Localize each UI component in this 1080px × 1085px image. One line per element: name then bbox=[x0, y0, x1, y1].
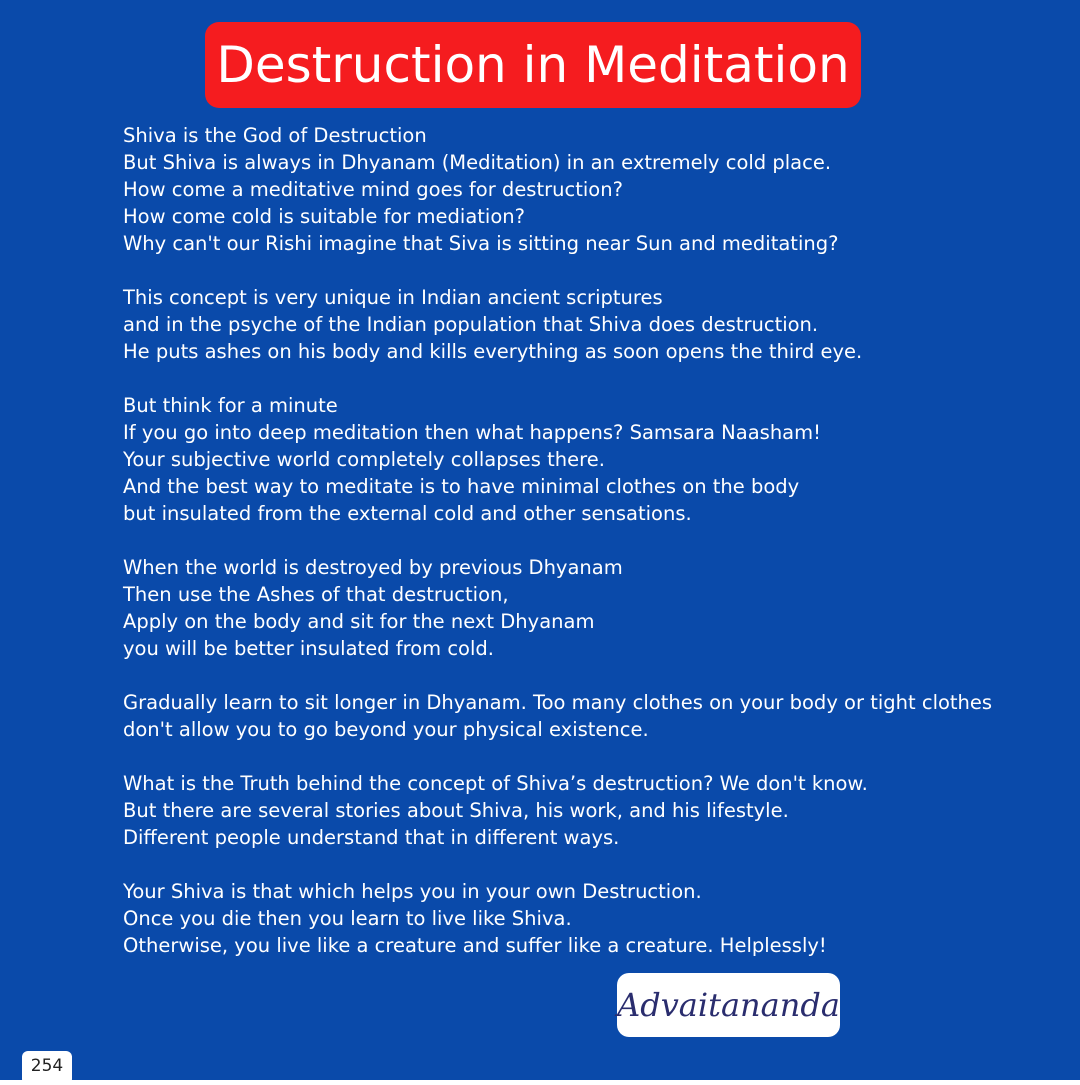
text-line: When the world is destroyed by previous Dhyanam bbox=[123, 556, 623, 579]
text-line: But think for a minute bbox=[123, 394, 338, 417]
signature: Advaitananda bbox=[617, 986, 840, 1024]
page-number: 254 bbox=[30, 1056, 64, 1076]
paragraph bbox=[123, 554, 1023, 662]
paragraph bbox=[123, 392, 1023, 527]
text-line: Why can't our Rishi imagine that Siva is sitting near Sun and meditating? bbox=[123, 232, 839, 255]
text-line: How come a meditative mind goes for destruction? bbox=[123, 178, 623, 201]
text-line: But there are several stories about Shiva, his work, and his lifestyle. bbox=[123, 799, 789, 822]
body-text bbox=[123, 122, 1023, 986]
text-line: Different people understand that in different ways. bbox=[123, 826, 620, 849]
text-line: Gradually learn to sit longer in Dhyanam. Too many clothes on your body or tight clothes bbox=[123, 691, 993, 714]
text-line: you will be better insulated from cold. bbox=[123, 637, 494, 660]
text-line: Your Shiva is that which helps you in your own Destruction. bbox=[123, 880, 702, 903]
text-line: How come cold is suitable for mediation? bbox=[123, 205, 525, 228]
text-line: He puts ashes on his body and kills everything as soon opens the third eye. bbox=[123, 340, 863, 363]
paragraph bbox=[123, 284, 1023, 365]
text-line: Shiva is the God of Destruction bbox=[123, 124, 427, 147]
page-title: Destruction in Meditation bbox=[216, 36, 850, 94]
title-banner bbox=[205, 22, 861, 108]
text-line: What is the Truth behind the concept of Shiva’s destruction? We don't know. bbox=[123, 772, 868, 795]
text-line: Otherwise, you live like a creature and suffer like a creature. Helplessly! bbox=[123, 934, 827, 957]
text-line: but insulated from the external cold and other sensations. bbox=[123, 502, 692, 525]
text-line: Apply on the body and sit for the next Dhyanam bbox=[123, 610, 595, 633]
paragraph bbox=[123, 878, 1023, 959]
paragraph bbox=[123, 122, 1023, 257]
paragraph bbox=[123, 770, 1023, 851]
paragraph bbox=[123, 689, 1023, 743]
text-line: This concept is very unique in Indian ancient scriptures bbox=[123, 286, 663, 309]
text-line: and in the psyche of the Indian population that Shiva does destruction. bbox=[123, 313, 819, 336]
text-line: If you go into deep meditation then what happens? Samsara Naasham! bbox=[123, 421, 821, 444]
text-line: Then use the Ashes of that destruction, bbox=[123, 583, 509, 606]
text-line: And the best way to meditate is to have minimal clothes on the body bbox=[123, 475, 800, 498]
text-line: But Shiva is always in Dhyanam (Meditation) in an extremely cold place. bbox=[123, 151, 832, 174]
text-line: don't allow you to go beyond your physical existence. bbox=[123, 718, 649, 741]
text-line: Your subjective world completely collapses there. bbox=[123, 448, 605, 471]
signature-box bbox=[617, 973, 840, 1037]
text-line: Once you die then you learn to live like Shiva. bbox=[123, 907, 572, 930]
